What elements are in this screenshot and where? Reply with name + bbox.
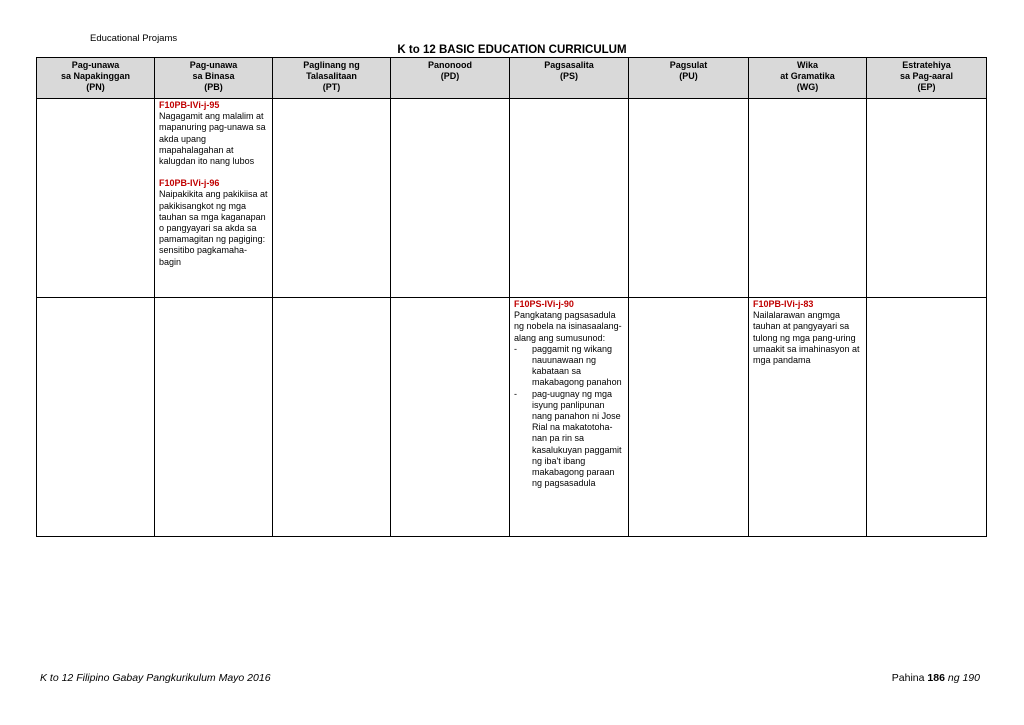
cell-wg [749,99,867,298]
cell-pn [37,99,155,298]
cell-ep [867,298,987,537]
cell-pb [155,99,273,298]
footer-document-name: K to 12 Filipino Gabay Pangkurikulum Mayo 2016 [40,672,271,684]
current-page: 186 [927,672,945,684]
cell-ep [867,99,987,298]
competency-code: F10PB-IVi-j-96 [159,178,220,189]
list-item: - pag-uugnay ng mga isyung panlipunan nang panahon ni Jose Rial na makatotoha-nan pa rin sa kasalukuyan paggamit ng iba't ibang makabagong paraan ng pagsasadula [514,389,624,490]
competency-code: F10PS-IVi-j-90 [514,299,574,309]
competency-bullet-list [514,344,624,490]
cell-ps [510,298,629,537]
competency-code: F10PB-IVi-j-95 [159,100,220,110]
table-row [37,298,987,537]
column-header-pn: Pag-unawa sa Napakinggan (PN) [37,58,155,99]
cell-pt [273,298,391,537]
column-header-ep: Estratehiya sa Pag-aaral (EP) [867,58,987,99]
table-header-row [37,58,987,99]
competency-entry [159,178,268,268]
competency-code: F10PB-IVi-j-83 [753,299,814,309]
competency-text: Pangkatang pagsasadula ng nobela na isinasaalang-alang ang sumusunod: [514,310,622,343]
column-header-pt: Paglinang ng Talasalitaan (PT) [273,58,391,99]
cell-pd [391,99,510,298]
total-pages: 190 [962,672,980,684]
cell-pu [629,99,749,298]
cell-pd [391,298,510,537]
column-header-pb: Pag-unawa sa Binasa (PB) [155,58,273,99]
competency-entry [159,100,268,167]
column-header-ps: Pagsasalita (PS) [510,58,629,99]
competency-text: Nagagamit ang malalim at mapanuring pag-unawa sa akda upang mapahalagahan at kalugdan ito nang lubos [159,111,266,167]
document-title: K to 12 BASIC EDUCATION CURRICULUM [397,44,627,56]
curriculum-table [36,57,987,537]
cell-wg [749,298,867,537]
competency-text: Nailalarawan angmga tauhan at pangyayari sa tulong ng mga pang-uring umaakit sa imahinasyon at mga pandama [753,310,860,366]
cell-pu [629,298,749,537]
watermark-text: Educational Projams [90,33,178,44]
list-item: - paggamit ng wikang nauunawaan ng kabataan sa makabagong panahon [514,344,624,389]
cell-pb [155,298,273,537]
table-row [37,99,987,298]
cell-ps [510,99,629,298]
column-header-pu: Pagsulat (PU) [629,58,749,99]
column-header-pd: Panonood (PD) [391,58,510,99]
cell-pt [273,99,391,298]
page-word: Pahina [891,672,925,684]
cell-pn [37,298,155,537]
of-word: ng [947,672,960,684]
column-header-wg: Wika at Gramatika (WG) [749,58,867,99]
competency-text: Naipakikita ang pakikiisa at pakikisangkot ng mga tauhan sa mga kaganapan o pangyayari sa akda sa pamamagitan ng pagiging: sensitibo pagkamaha-bagin [159,189,268,267]
footer-page-number [892,672,980,684]
